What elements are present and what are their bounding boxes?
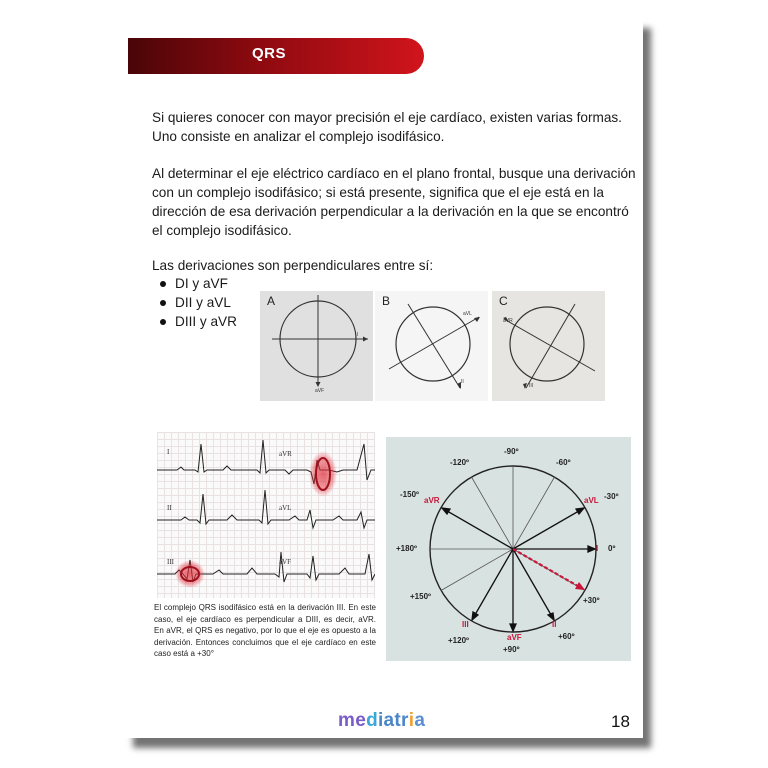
lead-pairs-list: [157, 274, 237, 331]
degree-p180: +180º: [396, 544, 417, 553]
lead-avr-label: aVR: [424, 496, 440, 505]
panel-a-lead2: aVF: [315, 388, 325, 394]
section-title: QRS: [252, 45, 287, 62]
panel-b-lead2: II: [461, 379, 464, 385]
isodiphasic-highlight-iii: [175, 560, 205, 588]
intro-paragraph: Si quieres conocer con mayor precisión el eje cardíaco, existen varias formas. Uno consiste en analizar el complejo isodifásico.: [152, 110, 622, 144]
panel-a-letter: A: [267, 294, 276, 308]
lead-ii-label: II: [552, 620, 557, 629]
panel-b-drawing: [375, 291, 488, 401]
page-number: 18: [611, 712, 630, 731]
ecg-lead-i-label: I: [167, 448, 170, 456]
ecg-lead-iii-label: III: [167, 558, 174, 566]
logo-part: i: [408, 710, 415, 731]
perpendicular-panel-c: [492, 291, 605, 401]
perpendicular-heading: Las derivaciones son perpendiculares entre sí:: [152, 258, 434, 273]
lead-avl-label: aVL: [584, 496, 599, 505]
ecg-lead-ii-label: II: [167, 504, 172, 512]
list-item: DI y aVF: [157, 274, 237, 293]
degree-p150: +150º: [410, 592, 431, 601]
degree-m30: -30º: [604, 492, 619, 501]
panel-b-letter: B: [382, 294, 391, 308]
panel-c-letter: C: [499, 294, 508, 308]
ecg-traces: [157, 432, 375, 598]
degree-p90: +90º: [503, 645, 520, 654]
degree-m120: -120º: [450, 458, 469, 467]
panel-c-lead1: aVR: [503, 318, 513, 324]
panel-a-drawing: [260, 291, 373, 401]
list-item: DIII y aVR: [157, 312, 237, 331]
panel-c-lead2: III: [529, 383, 534, 389]
panel-c-drawing: [492, 291, 605, 401]
lead-avf-label: aVF: [507, 633, 522, 642]
hexaxial-drawing: [386, 437, 631, 661]
degree-zero: 0º: [608, 544, 616, 553]
logo-part: d: [366, 710, 378, 731]
degree-m150: -150º: [400, 490, 419, 499]
degree-p30: +30º: [583, 596, 600, 605]
hexaxial-diagram: [386, 437, 631, 661]
perpendicular-panel-a: [260, 291, 373, 401]
mediatria-logo: [338, 710, 425, 732]
degree-m60: -60º: [556, 458, 571, 467]
lead-i-label: I: [596, 544, 599, 553]
logo-part: me: [338, 710, 367, 731]
degree-m90: -90º: [504, 447, 519, 456]
logo-part: a: [414, 710, 426, 731]
degree-p120: +120º: [448, 636, 469, 645]
degree-p60: +60º: [558, 632, 575, 641]
lead-iii-label: III: [462, 620, 469, 629]
panel-b-lead1: aVL: [463, 311, 472, 317]
ecg-caption: El complejo QRS isodifásico está en la derivación III. En este caso, el eje cardíaco es perpendicular a DIII, es decir, aVR. En aVR, el QRS es negativo, por lo que el eje es opuesto a la derivación. Entonces concluimos que el eje cardíaco en este caso está a +30°: [154, 603, 376, 658]
ecg-strip: [157, 432, 375, 598]
panel-a-lead1: I: [357, 332, 359, 338]
ecg-lead-avf-label: aVF: [279, 558, 292, 566]
ecg-lead-avl-label: aVL: [279, 504, 292, 512]
logo-part: iatr: [377, 710, 409, 731]
perpendicular-panel-b: [375, 291, 488, 401]
list-item: DII y aVL: [157, 293, 237, 312]
ecg-lead-avr-label: aVR: [279, 450, 292, 458]
method-paragraph: Al determinar el eje eléctrico cardíaco en el plano frontal, busque una derivación con un complejo isodifásico; si está presente, significa que el eje está en la dirección de esa derivación perpendicular a la derivación en la que se encontró el complejo isodifásico.: [152, 166, 636, 238]
